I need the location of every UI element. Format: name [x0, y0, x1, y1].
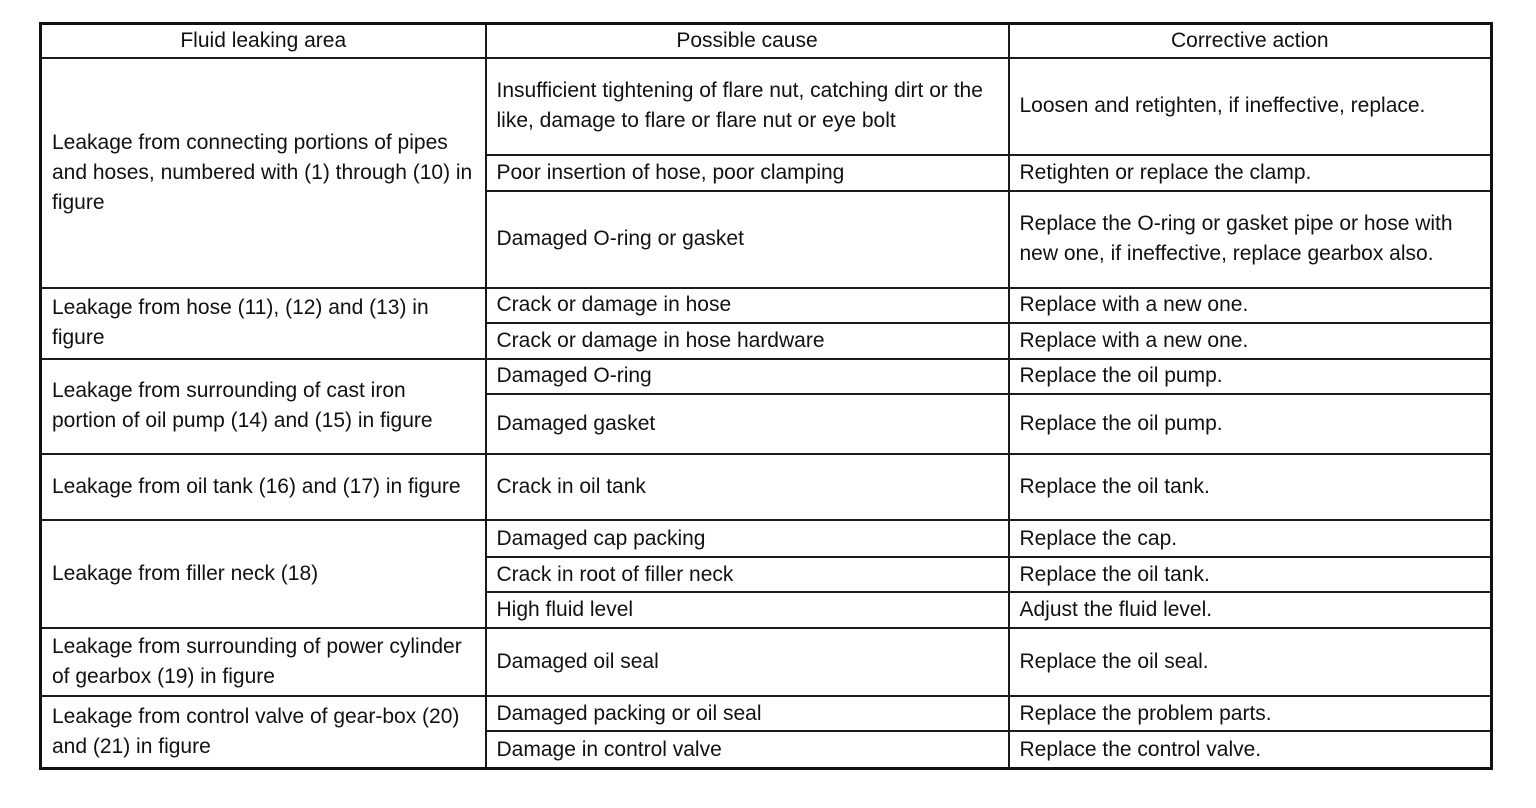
cause-cell: Damage in control valve — [486, 731, 1009, 768]
table-row — [41, 520, 1492, 557]
cause-cell: Crack in root of filler neck — [486, 557, 1009, 592]
action-cell: Replace with a new one. — [1009, 323, 1492, 359]
cause-cell: Poor insertion of hose, poor clamping — [486, 155, 1009, 191]
action-cell: Replace with a new one. — [1009, 288, 1492, 323]
cause-cell: Damaged gasket — [486, 394, 1009, 454]
leak-area-cell: Leakage from surrounding of cast iron portion of oil pump (14) and (15) in figure — [41, 359, 486, 454]
table-row — [41, 58, 1492, 155]
cause-cell: Damaged packing or oil seal — [486, 696, 1009, 731]
cause-cell: Crack in oil tank — [486, 454, 1009, 520]
action-cell: Replace the oil seal. — [1009, 628, 1492, 696]
action-cell: Replace the problem parts. — [1009, 696, 1492, 731]
cause-cell: High fluid level — [486, 592, 1009, 628]
action-cell: Adjust the fluid level. — [1009, 592, 1492, 628]
header-corrective-action: Corrective action — [1009, 24, 1492, 58]
header-row — [41, 24, 1492, 58]
table-row — [41, 628, 1492, 696]
cause-cell: Damaged O-ring — [486, 359, 1009, 394]
action-cell: Loosen and retighten, if ineffective, replace. — [1009, 58, 1492, 155]
action-cell: Retighten or replace the clamp. — [1009, 155, 1492, 191]
cause-cell: Crack or damage in hose hardware — [486, 323, 1009, 359]
leak-area-cell: Leakage from oil tank (16) and (17) in figure — [41, 454, 486, 520]
table-body — [41, 58, 1492, 769]
table-header — [41, 24, 1492, 58]
table-row — [41, 288, 1492, 323]
action-cell: Replace the oil pump. — [1009, 394, 1492, 454]
leak-area-cell: Leakage from surrounding of power cylinder of gearbox (19) in figure — [41, 628, 486, 696]
action-cell: Replace the oil tank. — [1009, 454, 1492, 520]
cause-cell: Damaged oil seal — [486, 628, 1009, 696]
leak-area-cell: Leakage from filler neck (18) — [41, 520, 486, 628]
action-cell: Replace the oil tank. — [1009, 557, 1492, 592]
cause-cell: Damaged cap packing — [486, 520, 1009, 557]
action-cell: Replace the O-ring or gasket pipe or hose with new one, if ineffective, replace gearbox also. — [1009, 191, 1492, 288]
header-fluid-leaking-area: Fluid leaking area — [41, 24, 486, 58]
leak-area-cell: Leakage from hose (11), (12) and (13) in figure — [41, 288, 486, 359]
action-cell: Replace the cap. — [1009, 520, 1492, 557]
table-row — [41, 359, 1492, 394]
leak-area-cell: Leakage from control valve of gear-box (20) and (21) in figure — [41, 696, 486, 768]
leak-area-cell: Leakage from connecting portions of pipes and hoses, numbered with (1) through (10) in figure — [41, 58, 486, 288]
table-row — [41, 696, 1492, 731]
header-possible-cause: Possible cause — [486, 24, 1009, 58]
action-cell: Replace the control valve. — [1009, 731, 1492, 768]
troubleshooting-table — [39, 22, 1493, 770]
cause-cell: Insufficient tightening of flare nut, catching dirt or the like, damage to flare or flare nut or eye bolt — [486, 58, 1009, 155]
cause-cell: Crack or damage in hose — [486, 288, 1009, 323]
table-row — [41, 454, 1492, 520]
action-cell: Replace the oil pump. — [1009, 359, 1492, 394]
cause-cell: Damaged O-ring or gasket — [486, 191, 1009, 288]
